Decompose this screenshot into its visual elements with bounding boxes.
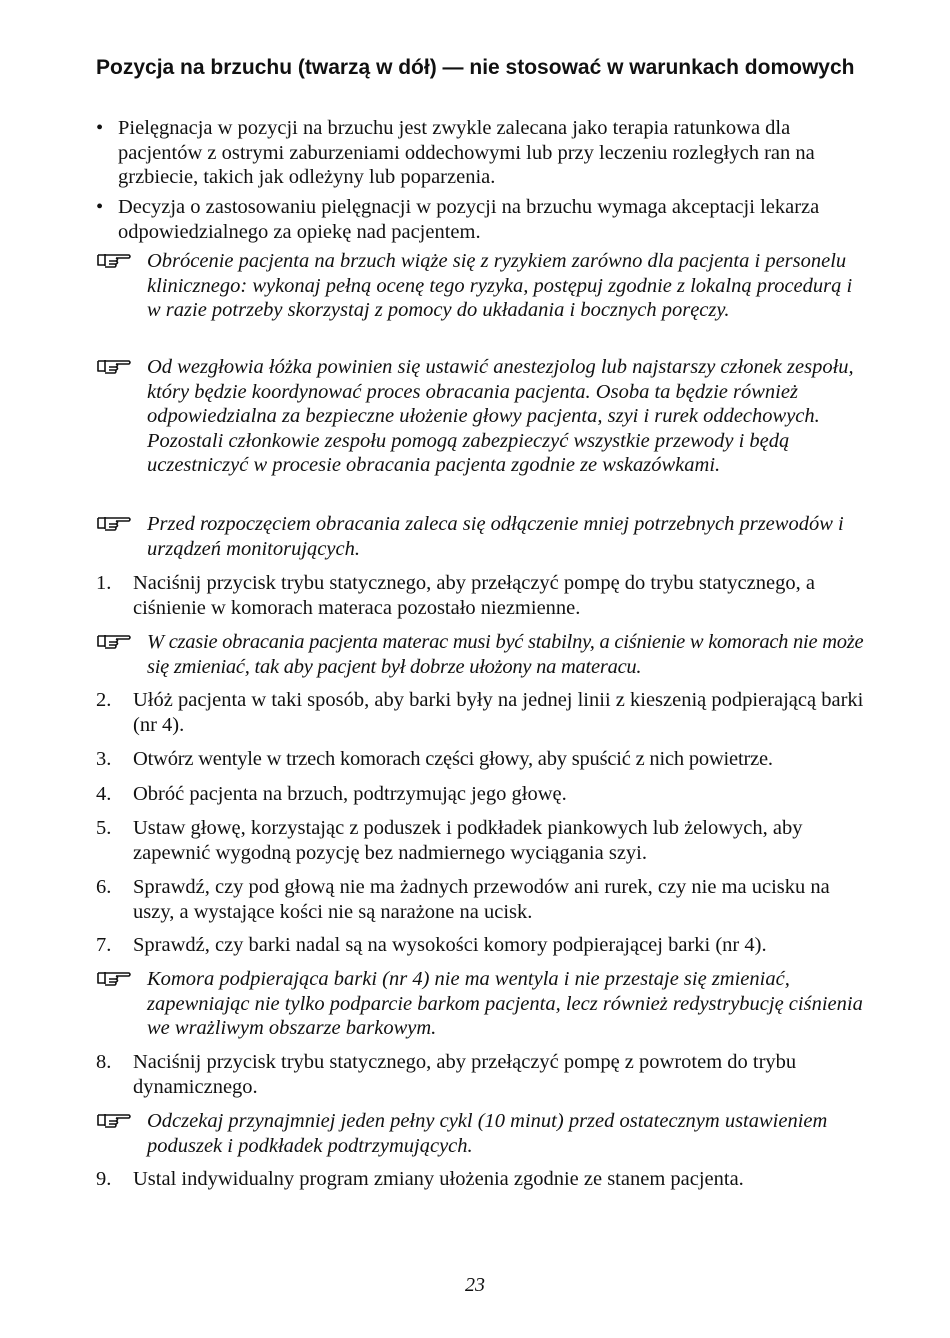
pointing-hand-icon: [96, 249, 132, 269]
note-item: [96, 512, 866, 561]
step-item: [96, 1050, 866, 1099]
step-item: [96, 816, 866, 865]
step-number: 9.: [96, 1168, 112, 1190]
step-item: [96, 1167, 866, 1192]
step-text: Ustaw głowę, korzystając z poduszek i podkładek piankowych lub żelowych, aby zapewnić wygodną pozycję bez nadmiernego wyciągania szyi.: [133, 817, 803, 864]
bullet-marker: •: [96, 117, 104, 139]
bullet-marker: •: [96, 196, 104, 218]
step-item: [96, 571, 866, 620]
step-number: 6.: [96, 876, 112, 898]
step-text: Otwórz wentyle w trzech komorach części głowy, aby spuścić z nich powietrze.: [133, 748, 773, 770]
note-item: [96, 967, 866, 1041]
note-text: Obrócenie pacjenta na brzuch wiąże się z ryzykiem zarówno dla pacjenta i personelu klinicznego: wykonaj pełną ocenę tego ryzyka, postępuj zgodnie z lokalną procedurą i w razie potrzeby skorzystaj z pomocy do układania i bocznych poręczy.: [147, 250, 853, 321]
bullet-text: Pielęgnacja w pozycji na brzuchu jest zwykle zalecana jako terapia ratunkowa dla pacjentów z ostrymi zaburzeniami oddechowymi lub przy leczeniu rozległych ran na grzbiecie, takich jak odleżyny lub poparzenia.: [118, 117, 815, 188]
step-item: [96, 933, 866, 958]
note-item: [96, 355, 866, 478]
step-number: 3.: [96, 748, 112, 770]
step-item: [96, 747, 866, 772]
note-text: Od wezgłowia łóżka powinien się ustawić anestezjolog lub najstarszy członek zespołu, który będzie koordynować proces obracania pacjenta. Osoba ta będzie również odpowiedzialna za bezpieczne ułożenie głowy pacjenta, szyi i rurek oddechowych. Pozostali członkowie zespołu pomogą zabezpieczyć wszystkie przewody i będą uczestniczyć w procesie obracania pacjenta zgodnie ze wskazówkami.: [147, 356, 854, 476]
step-text: Ustal indywidualny program zmiany ułożenia zgodnie ze stanem pacjenta.: [133, 1168, 744, 1190]
note-text: Odczekaj przynajmniej jeden pełny cykl (10 minut) przed ostatecznym ustawieniem poduszek i podkładek podtrzymujących.: [147, 1110, 828, 1157]
pointing-hand-icon: [96, 1109, 132, 1129]
step-text: Naciśnij przycisk trybu statycznego, aby przełączyć pompę do trybu statycznego, a ciśnienie w komorach materaca pozostało niezmienne.: [133, 572, 815, 619]
note-text: W czasie obracania pacjenta materac musi być stabilny, a ciśnienie w komorach nie może się zmieniać, tak aby pacjent był dobrze ułożony na materacu.: [147, 631, 864, 678]
section-heading: Pozycja na brzuchu (twarzą w dół) — nie stosować w warunkach domowych: [96, 56, 855, 79]
note-text: Komora podpierająca barki (nr 4) nie ma wentyla i nie przestaje się zmieniać, zapewniając nie tylko podparcie barkom pacjenta, lecz również redystrybucję ciśnienia we wrażliwym obszarze barkowym.: [147, 968, 863, 1039]
bullet-text: Decyzja o zastosowaniu pielęgnacji w pozycji na brzuchu wymaga akceptacji lekarza odpowiedzialnego za opiekę nad pacjentem.: [118, 196, 820, 243]
step-number: 8.: [96, 1051, 112, 1073]
pointing-hand-icon: [96, 967, 132, 987]
note-item: [96, 630, 866, 679]
step-item: [96, 875, 866, 924]
bullet-item: [96, 116, 866, 190]
step-number: 7.: [96, 934, 112, 956]
step-item: [96, 782, 866, 807]
step-number: 1.: [96, 572, 112, 594]
note-item: [96, 249, 866, 323]
step-number: 4.: [96, 783, 112, 805]
note-text: Przed rozpoczęciem obracania zaleca się odłączenie mniej potrzebnych przewodów i urządzeń monitorujących.: [147, 513, 844, 560]
pointing-hand-icon: [96, 512, 132, 532]
step-item: [96, 688, 866, 737]
pointing-hand-icon: [96, 355, 132, 375]
page-number: 23: [465, 1274, 485, 1296]
step-text: Sprawdź, czy barki nadal są na wysokości komory podpierającej barki (nr 4).: [133, 934, 767, 956]
step-text: Ułóż pacjenta w taki sposób, aby barki były na jednej linii z kieszenią podpierającą barki (nr 4).: [133, 689, 864, 736]
step-number: 2.: [96, 689, 112, 711]
note-item: [96, 1109, 866, 1158]
step-number: 5.: [96, 817, 112, 839]
bullet-item: [96, 195, 866, 244]
pointing-hand-icon: [96, 630, 132, 650]
step-text: Obróć pacjenta na brzuch, podtrzymując jego głowę.: [133, 783, 567, 805]
step-text: Naciśnij przycisk trybu statycznego, aby przełączyć pompę z powrotem do trybu dynamicznego.: [133, 1051, 797, 1098]
step-text: Sprawdź, czy pod głową nie ma żadnych przewodów ani rurek, czy nie ma ucisku na uszy, a wystające kości nie są narażone na ucisk.: [133, 876, 830, 923]
